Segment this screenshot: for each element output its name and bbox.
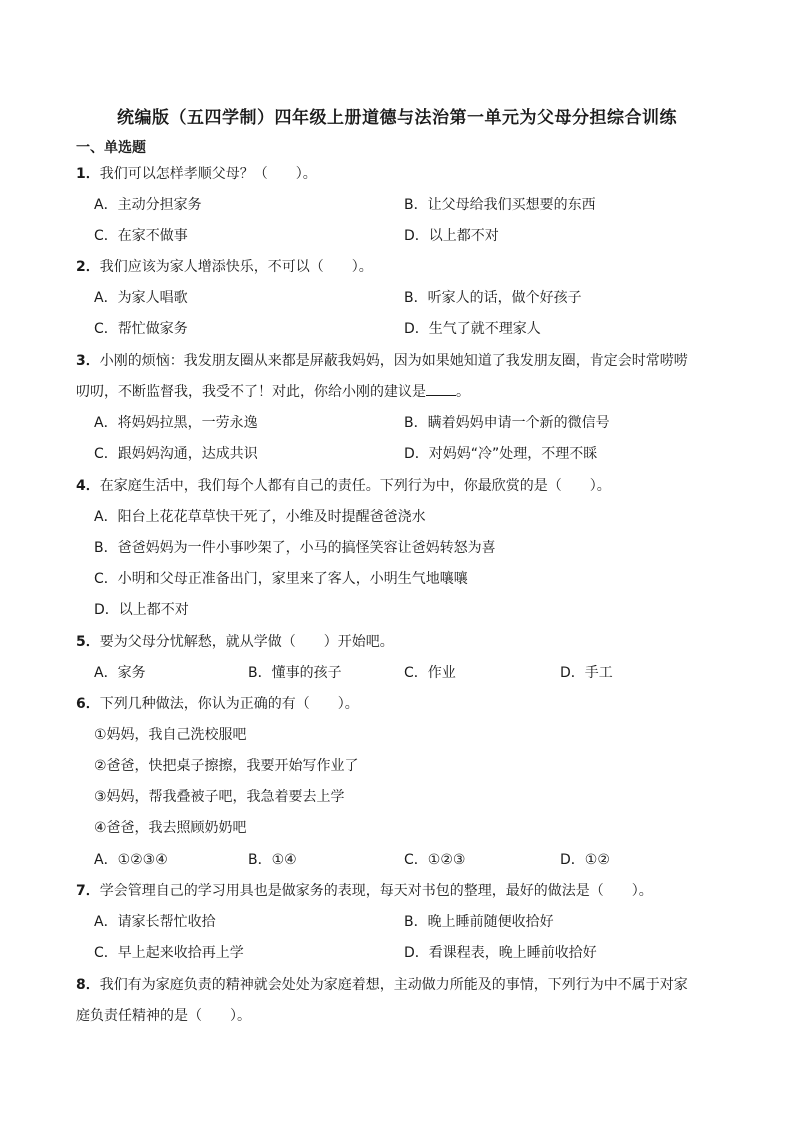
q2-option-c[interactable]: C．帮忙做家务	[94, 321, 188, 337]
q5-option-a[interactable]: A．家务	[94, 665, 146, 681]
question-number: 7．	[76, 883, 100, 899]
question-text: 在家庭生活中，我们每个人都有自己的责任。下列行为中，你最欣赏的是（ ）。	[99, 478, 611, 494]
q3-option-b[interactable]: B．瞒着妈妈申请一个新的微信号	[404, 415, 610, 431]
question-text-line-2: 叨叨，不断监督我，我受不了！对此，你给小刚的建议是	[76, 384, 426, 400]
question-text: 学会管理自己的学习用具也是做家务的表现，每天对书包的整理，最好的做法是（ ）。	[99, 883, 653, 899]
q5-option-d[interactable]: D．手工	[560, 665, 613, 681]
question-5	[76, 627, 726, 658]
question-8-line-2	[76, 1001, 726, 1032]
question-2	[76, 252, 726, 283]
q7-option-d[interactable]: D．看课程表，晚上睡前收拾好	[404, 945, 597, 961]
q6-statement-2: ②爸爸，快把桌子擦擦，我要开始写作业了	[94, 758, 359, 774]
q3-option-a[interactable]: A．将妈妈拉黑，一劳永逸	[94, 415, 258, 431]
q6-option-a[interactable]: A．①②③④	[94, 852, 168, 868]
question-text: 要为父母分忧解愁，就从学做（ ）开始吧。	[99, 634, 394, 650]
question-number: 3．	[76, 353, 100, 369]
q6-option-d[interactable]: D．①②	[560, 852, 610, 868]
q6-statement-1: ①妈妈，我自己洗校服吧	[94, 727, 247, 743]
question-6	[76, 689, 726, 720]
question-number: 1．	[76, 166, 100, 182]
question-1	[76, 159, 726, 190]
q4-option-a[interactable]: A．阳台上花花草草快干死了，小维及时提醒爸爸浇水	[94, 509, 426, 525]
question-text-line-1: 我们有为家庭负责的精神就会处处为家庭着想，主动做力所能及的事情，下列行为中不属于对家	[99, 977, 688, 993]
q3-option-d[interactable]: D．对妈妈“冷”处理，不理不睬	[404, 446, 598, 462]
section-heading: 一、单选题	[76, 140, 146, 156]
question-3-line-2	[76, 377, 726, 408]
q7-option-c[interactable]: C．早上起来收拾再上学	[94, 945, 244, 961]
q1-option-c[interactable]: C．在家不做事	[94, 228, 188, 244]
q4-option-c[interactable]: C．小明和父母正准备出门，家里来了客人，小明生气地嚷嚷	[94, 571, 468, 587]
question-number: 8．	[76, 977, 100, 993]
question-text-end: 。	[456, 384, 470, 400]
q6-statement-4: ④爸爸，我去照顾奶奶吧	[94, 820, 247, 836]
question-3	[76, 346, 726, 377]
q7-option-a[interactable]: A．请家长帮忙收拾	[94, 914, 216, 930]
question-text: 下列几种做法，你认为正确的有（ ）。	[99, 696, 359, 712]
q7-option-b[interactable]: B．晚上睡前随便收拾好	[404, 914, 554, 930]
question-text: 我们应该为家人增添快乐，不可以（ ）。	[99, 259, 373, 275]
q2-option-a[interactable]: A．为家人唱歌	[94, 290, 188, 306]
q6-option-c[interactable]: C．①②③	[404, 852, 466, 868]
question-text-line-2: 庭负责任精神的是（ ）。	[76, 1008, 251, 1024]
question-text: 我们可以怎样孝顺父母？（ ）。	[99, 166, 317, 182]
q4-option-d[interactable]: D．以上都不对	[94, 602, 189, 618]
question-7	[76, 876, 726, 907]
question-number: 4．	[76, 478, 100, 494]
q2-option-b[interactable]: B．听家人的话，做个好孩子	[404, 290, 582, 306]
q3-option-c[interactable]: C．跟妈妈沟通，达成共识	[94, 446, 258, 462]
q1-option-a[interactable]: A．主动分担家务	[94, 197, 202, 213]
q5-option-c[interactable]: C．作业	[404, 665, 456, 681]
question-text-line-1: 小刚的烦恼：我发朋友圈从来都是屏蔽我妈妈，因为如果她知道了我发朋友圈，肯定会时常唠唠	[99, 353, 688, 369]
q6-statement-3: ③妈妈，帮我叠被子吧，我急着要去上学	[94, 789, 345, 805]
question-number: 5．	[76, 634, 100, 650]
question-number: 6．	[76, 696, 100, 712]
q2-option-d[interactable]: D．生气了就不理家人	[404, 321, 541, 337]
q6-option-b[interactable]: B．①④	[248, 852, 297, 868]
q5-option-b[interactable]: B．懂事的孩子	[248, 665, 342, 681]
answer-blank[interactable]	[426, 381, 456, 396]
q1-option-d[interactable]: D．以上都不对	[404, 228, 499, 244]
q4-option-b[interactable]: B．爸爸妈妈为一件小事吵架了，小马的搞怪笑容让爸妈转怒为喜	[94, 540, 496, 556]
question-number: 2．	[76, 259, 100, 275]
q1-option-b[interactable]: B．让父母给我们买想要的东西	[404, 197, 596, 213]
document-title: 统编版（五四学制）四年级上册道德与法治第一单元为父母分担综合训练	[117, 108, 677, 128]
question-4	[76, 471, 726, 502]
question-8	[76, 970, 726, 1001]
